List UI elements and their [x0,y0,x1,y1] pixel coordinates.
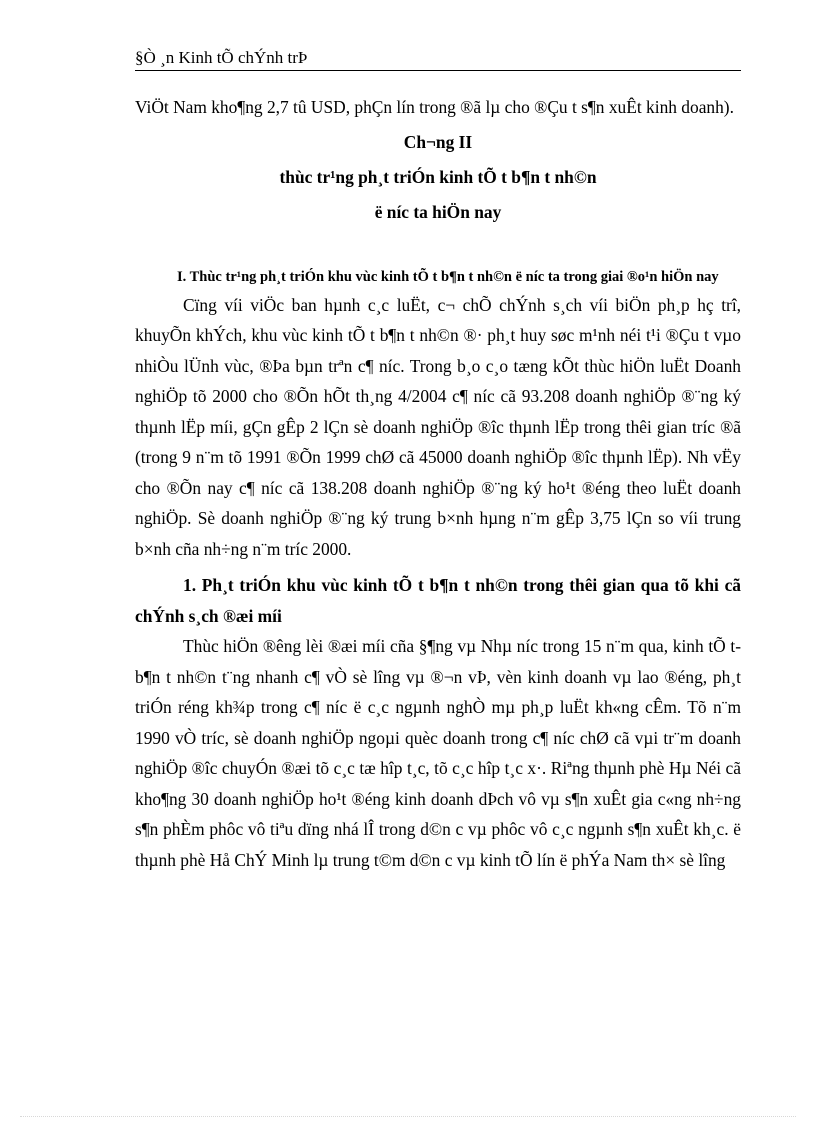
header-divider [135,70,741,71]
page-header: §Ò ¸n Kinh tÕ chÝnh trÞ [135,48,308,67]
intro-paragraph: ViÖt Nam kho¶ng 2,7 tû USD, phÇn lín trong ®ã lµ cho ®Çu t s¶n xuÊt kinh doanh). [135,97,734,117]
chapter-title-line-2: ë níc ta hiÖn nay [374,201,502,222]
page-bottom-divider [20,1116,796,1117]
document-body [135,92,741,875]
body-paragraph-2: Thùc hiÖn ®êng lèi ®æi míi cña §¶ng vµ Nhµ níc trong 15 n¨m qua, kinh tÕ t b¶n t nh©n t¨ng nhanh c¶ vÒ sè lîng vµ ®¬n vÞ, vèn kinh doanh vµ lao ®éng, ph¸t triÓn réng kh¾p trong c¶ níc ë c¸c ngµnh nghÒ mµ ph¸p luËt kh«ng cÊm. Tõ n¨m 1990 vÒ tríc, sè doanh nghiÖp ngoµi quèc doanh trong c¶ níc chØ cã vµi tr¨m doanh nghiÖp ®îc chuyÓn ®æi tõ c¸c tæ hîp t¸c, tõ c¸c hîp t¸c x·. Riªng thµnh phè Hµ Néi cã kho¶ng 30 doanh nghiÖp ho¹t ®éng kinh doanh dÞch vô vµ s¶n xuÊt gia c«ng nh÷ng s¶n phÈm phôc vô tiªu dïng nhá lÎ trong d©n c vµ phôc vô c¸c ngµnh s¶n xuÊt kh¸c. ë thµnh phè Hå ChÝ Minh lµ trung t©m d©n c vµ kinh tÕ lín ë phÝa Nam th× sè lîng [135,636,741,870]
section-heading: I. Thùc tr¹ng ph¸t triÓn khu vùc kinh tÕ t b¶n t nh©n ë níc ta trong giai ®o¹n hiÖn nay [177,268,719,285]
subsection-heading: 1. Ph¸t triÓn khu vùc kinh tÕ t b¶n t nh©n trong thêi gian qua tõ khi cã chÝnh s¸ch ®æi míi [135,575,741,626]
body-paragraph-1: Cïng víi viÖc ban hµnh c¸c luËt, c¬ chÕ chÝnh s¸ch víi biÖn ph¸p hç trî, khuyÕn khÝch, khu vùc kinh tÕ t b¶n t nh©n ®· ph¸t huy søc m¹nh néi t¹i ®Çu t vµo nhiÒu lÜnh vùc, ®Þa bµn trªn c¶ níc. Trong b¸o c¸o tæng kÕt thùc hiÖn luËt Doanh nghiÖp tõ 2000 cho ®Õn hÕt th¸ng 4/2004 c¶ níc cã 93.208 doanh nghiÖp ®¨ng ký thµnh lËp míi, gÇn gÊp 2 lÇn sè doanh nghiÖp ®îc thµnh lËp trong thêi gian tríc ®ã (trong 9 n¨m tõ 1991 ®Õn 1999 chØ cã 45000 doanh nghiÖp ®îc thµnh lËp). Nh vËy cho ®Õn nay c¶ níc cã 138.208 doanh nghiÖp ®¨ng ký ho¹t ®éng theo luËt doanh nghiÖp. Sè doanh nghiÖp ®¨ng ký trung b×nh hµng n¨m gÊp 3,75 lÇn so víi trung b×nh cña nh÷ng n¨m tríc 2000. [135,294,741,559]
chapter-title-line-1: thùc tr¹ng ph¸t triÓn kinh tÕ t b¶n t nh©n [279,166,597,187]
chapter-label: Ch¬ng II [403,131,473,152]
